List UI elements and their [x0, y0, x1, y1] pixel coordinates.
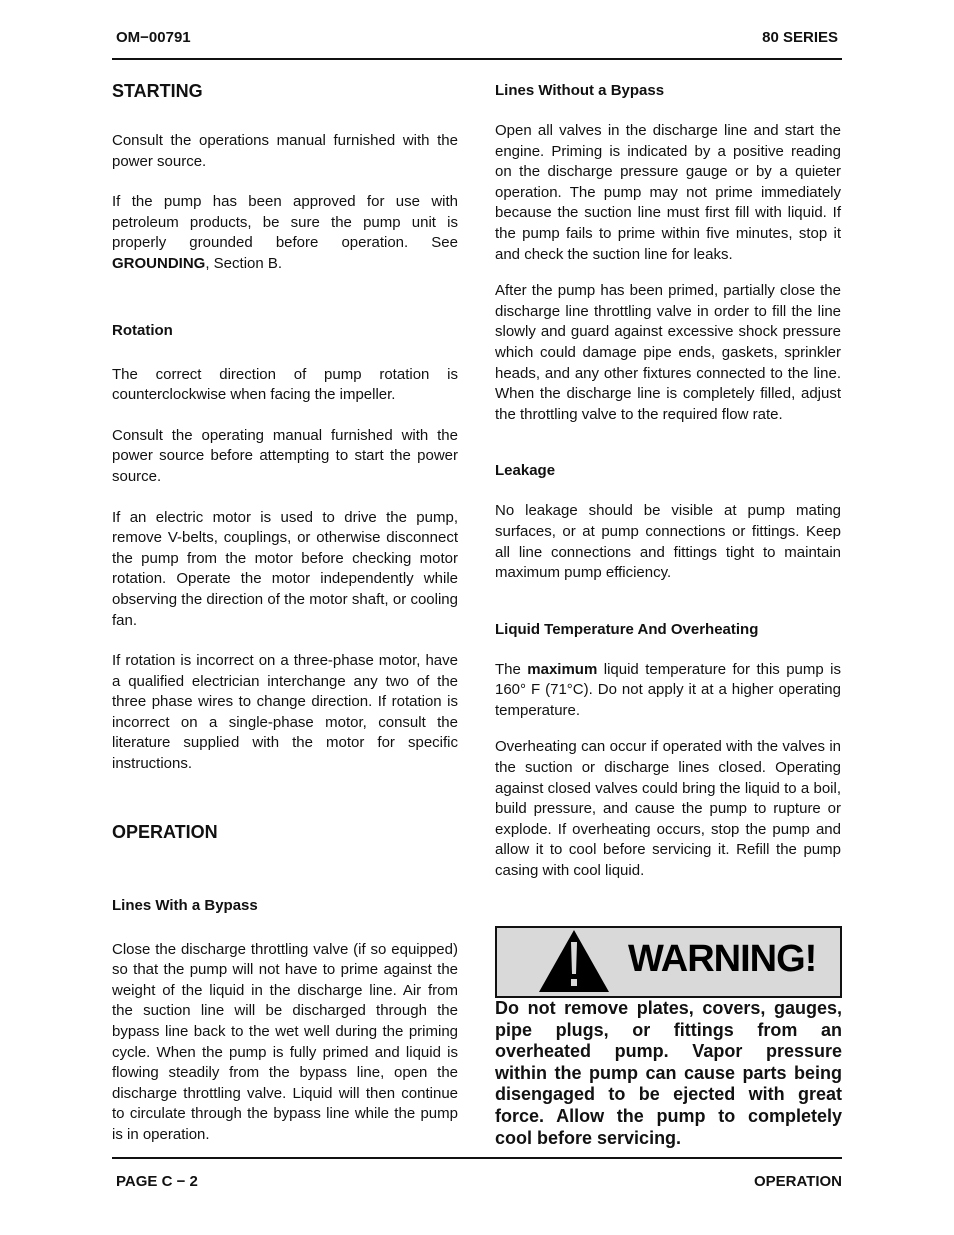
header-rule	[112, 58, 842, 60]
operation-title: OPERATION	[112, 821, 218, 842]
footer-section: OPERATION	[753, 1173, 842, 1190]
leakage-paragraph-1: No leakage should be visible at pump mating surfaces, or at pump connections or fittings. Keep all line connections and fittings tight to maintain maximum pump efficiency.	[495, 502, 841, 582]
right-column	[495, 81, 841, 882]
temperature-paragraph-1: The maximum liquid temperature for this pump is 160° F (71°C). Do not apply it at a higher operating temperature.	[495, 660, 841, 719]
warning-text: Do not remove plates, covers, gauges, pipe plugs, or fittings from an overheated pump. Vapor pressure within the pump can cause parts being disengaged to be ejected with great force. Allow the pump to completely cool before servicing.	[495, 998, 842, 1148]
temperature-paragraph-2: Overheating can occur if operated with the valves in the suction or discharge lines closed. Operating against closed valves could bring the liquid to a boil, build pressure, and cause the pump to rupture or explode. If overheating occurs, stop the pump and allow it to cool before servicing it. Refill the pump casing with cool liquid.	[495, 738, 841, 880]
starting-paragraph-2: If the pump has been approved for use with petroleum products, be sure the pump unit is properly grounded before operation. See GROUNDING, Section B.	[112, 193, 458, 272]
page-number: PAGE C − 2	[116, 1173, 198, 1190]
no-bypass-title: Lines Without a Bypass	[495, 82, 665, 99]
rotation-title: Rotation	[112, 321, 173, 339]
warning-banner	[495, 926, 842, 998]
rotation-paragraph-1: The correct direction of pump rotation is counterclockwise when facing the impeller.	[112, 365, 458, 404]
series-label: 80 SERIES	[762, 29, 838, 46]
bypass-title: Lines With a Bypass	[112, 896, 258, 914]
doc-number: OM−00791	[116, 29, 191, 46]
exclamation-triangle-icon	[537, 928, 611, 994]
no-bypass-paragraph-2: After the pump has been primed, partially close the discharge line throttling valve in order to fill the line slowly and guard against excessive shock pressure which could damage pipe ends, gaskets, sprinkler heads, and any other fixtures connected to the line. When the discharge line is completely filled, adjust the throttling valve to the required flow rate.	[495, 282, 841, 423]
left-column	[112, 80, 458, 1146]
starting-paragraph-1: Consult the operations manual furnished with the power source.	[112, 132, 458, 170]
rotation-paragraph-3: If an electric motor is used to drive the pump, remove V-belts, couplings, or otherwise disconnect the pump from the motor before checking motor rotation. Operate the motor independently while observing the direction of the motor shaft, or cooling fan.	[112, 508, 458, 629]
starting-title: STARTING	[112, 81, 203, 101]
rotation-paragraph-2: Consult the operating manual furnished with the power source before attempting to start the power source.	[112, 426, 458, 485]
footer-rule	[112, 1157, 842, 1159]
maximum-emphasis: maximum	[527, 660, 598, 678]
leakage-title: Leakage	[495, 462, 556, 480]
no-bypass-paragraph-1: Open all valves in the discharge line and start the engine. Priming is indicated by a positive reading on the discharge pressure gauge or by a quieter operation. The pump may not prime immediately because the suction line must first fill with liquid. If the pump fails to prime within five minutes, stop it and check the suction line for leaks.	[495, 122, 841, 263]
warning-title: WARNING!	[628, 938, 817, 980]
grounding-ref: GROUNDING	[112, 254, 206, 272]
bypass-paragraph-1: Close the discharge throttling valve (if so equipped) so that the pump will not have to prime against the weight of the liquid in the discharge line. Air from the suction line will be discharged through the bypass line back to the wet well during the priming cycle. When the pump is fully primed and liquid is flowing steadily from the bypass line, open the discharge throttling valve. Liquid will then continue to circulate through the bypass line while the pump is in operation.	[112, 940, 458, 1143]
temperature-title: Liquid Temperature And Overheating	[495, 620, 759, 638]
rotation-paragraph-4: If rotation is incorrect on a three-phase motor, have a qualified electrician interchange any two of the three phase wires to change direction. If rotation is incorrect on a single-phase motor, consult the literature supplied with the motor for specific instructions.	[112, 652, 458, 773]
